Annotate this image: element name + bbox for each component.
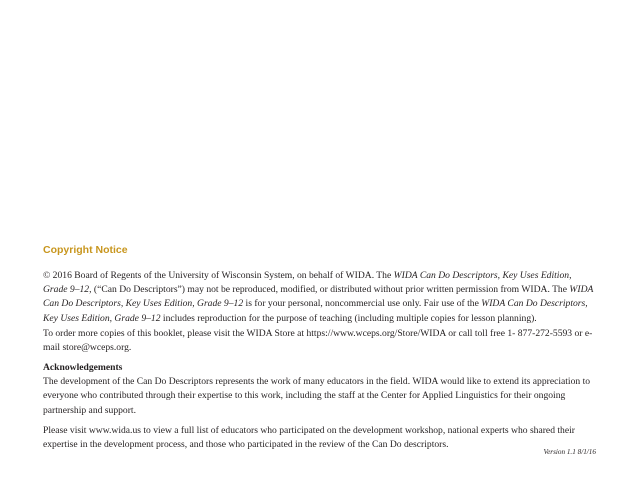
acknowledgements-section xyxy=(43,361,598,418)
acknowledgements-heading: Acknowledgements xyxy=(43,362,123,373)
publication-title-3: WIDA Can Do Descriptors, Key Uses Edition, Grade 9–12 xyxy=(43,298,588,324)
copyright-heading: Copyright Notice xyxy=(43,244,128,256)
version-label: Version 1.1 8/1/16 xyxy=(543,448,596,456)
ordering-paragraph: To order more copies of this booklet, please visit the WIDA Store at https://www.wceps.org/Store/WIDA or call toll free 1- 877-272-5593 or e-mail store@wceps.org. xyxy=(43,328,593,354)
acknowledgements-body: The development of the Can Do Descriptors represents the work of many educators in the field. WIDA would like to extend its appreciation to everyone who contributed through their expertise to this work, including the staff at the Center for Applied Linguistics for their ongoing partnership and support. xyxy=(43,376,591,416)
copyright-text-4: includes reproduction for the purpose of teaching (including multiple copies for lesson planning). xyxy=(160,312,537,324)
copyright-text-3: is for your personal, noncommercial use only. Fair use of the xyxy=(243,298,482,310)
copyright-paragraph xyxy=(43,269,598,326)
publication-title-1: WIDA Can Do Descriptors, Key Uses Edition, Grade 9–12, xyxy=(43,270,572,296)
visit-paragraph: Please visit www.wida.us to view a full list of educators who participated on the development workshop, national experts who shared their expertise in the development process, and those who participated in the review of the Can Do descriptors. xyxy=(43,425,575,451)
copyright-text-1: © 2016 Board of Regents of the University of Wisconsin System, on behalf of WIDA. The xyxy=(43,270,394,281)
copyright-text-2: (“Can Do Descriptors”) may not be reproduced, modified, or distributed without prior written permission from WIDA. The xyxy=(91,284,570,296)
publication-title-2: WIDA Can Do Descriptors, Key Uses Edition, Grade 9–12 xyxy=(43,284,594,310)
